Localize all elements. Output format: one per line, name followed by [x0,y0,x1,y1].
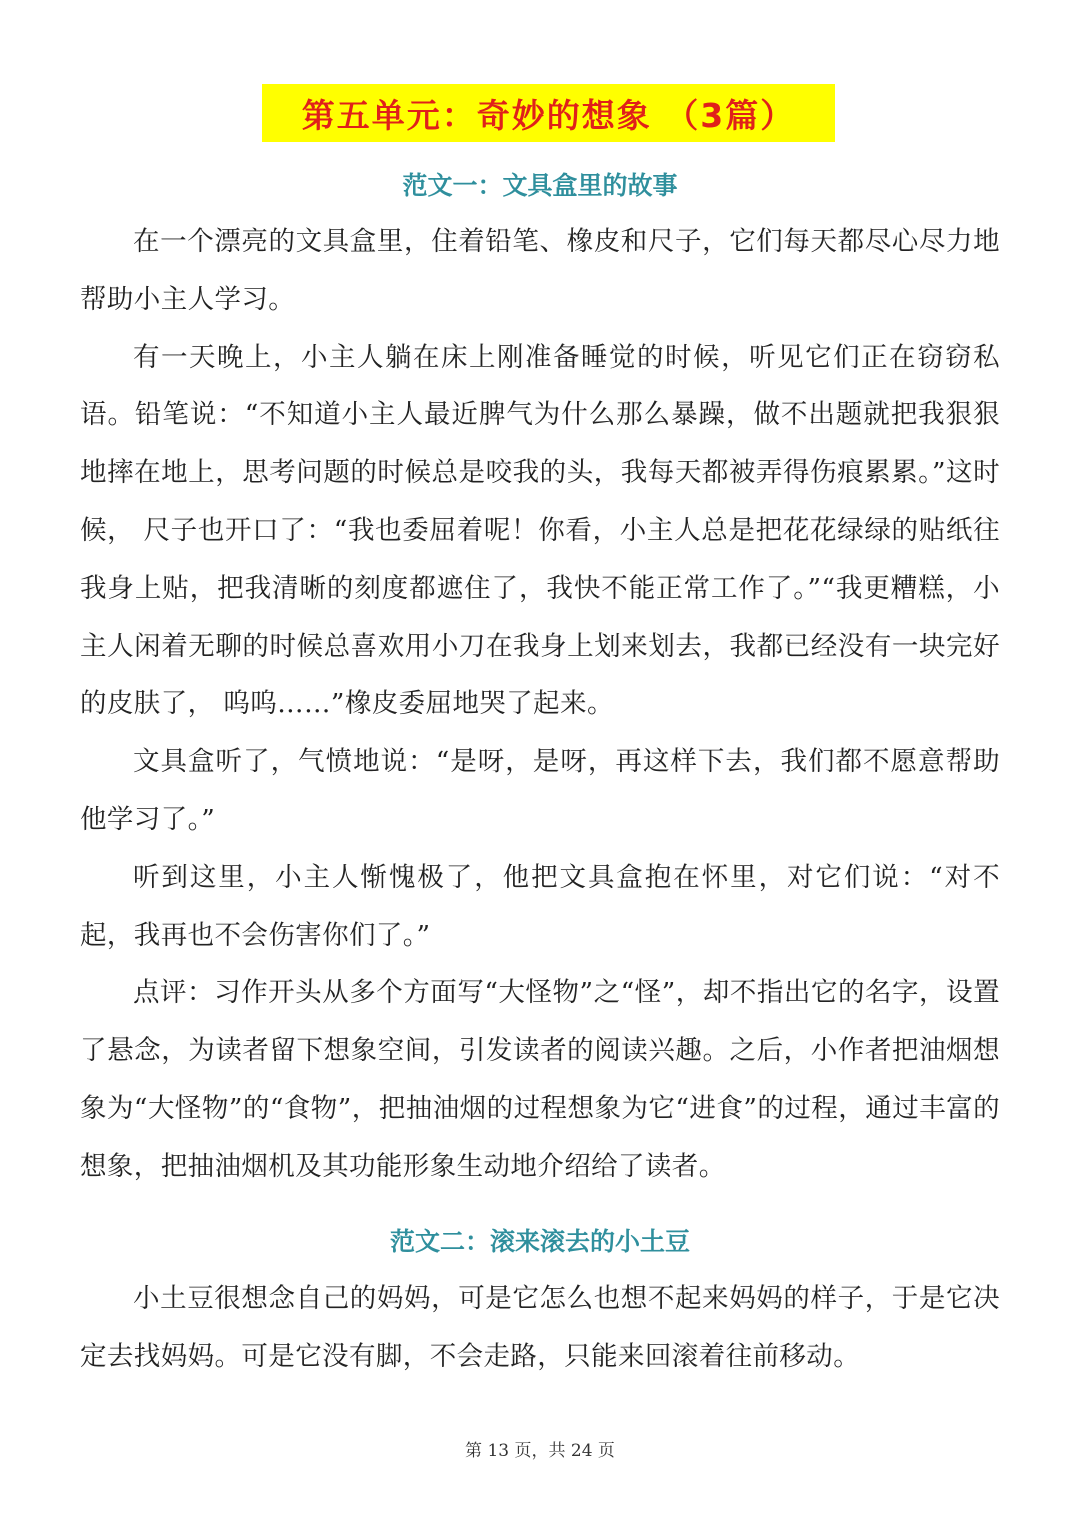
essay-body [80,213,1000,1196]
page-footer: 第 13 页，共 24 页 [465,1441,615,1461]
essay-title: 范文二：滚来滚去的小土豆 [389,1227,690,1256]
essay-body [80,1270,1000,1386]
unit-title-banner [262,84,835,142]
paragraph: 小土豆很想念自己的妈妈，可是它怎么也想不起来妈妈的样子，于是它决定去找妈妈。可是它没有脚，不会走路，只能来回滚着往前移动。 [80,1283,1000,1372]
paragraph: 有一天晚上，小主人躺在床上刚准备睡觉的时候，听见它们正在窃窃私语。铅笔说：“不知道小主人最近脾气为什么那么暴躁，做不出题就把我狠狠地摔在地上，思考问题的时候总是咬我的头，我每天都被弄得伤痕累累。”这时候， 尺子也开口了：“我也委屈着呢！你看，小主人总是把花花绿绿的贴纸往我身上贴，把我清晰的刻度都遮住了，我快不能正常工作了。”“我更糟糕，小主人闲着无聊的时候总喜欢用小刀在我身上划来划去，我都已经没有一块完好的皮肤了， 呜呜……”橡皮委屈地哭了起来。 [80,341,1000,720]
commentary-paragraph: 点评：习作开头从多个方面写“大怪物”之“怪”，却不指出它的名字，设置了悬念，为读者留下想象空间，引发读者的阅读兴趣。之后，小作者把油烟想象为“大怪物”的“食物”，把抽油烟的过程想象为它“进食”的过程，通过丰富的想象，把抽油烟机及其功能形象生动地介绍给了读者。 [80,977,1000,1182]
essay-title: 范文一：文具盒里的故事 [402,171,678,200]
paragraph: 文具盒听了，气愤地说：“是呀，是呀，再这样下去，我们都不愿意帮助他学习了。” [80,746,1000,835]
paragraph: 在一个漂亮的文具盒里，住着铅笔、橡皮和尺子，它们每天都尽心尽力地帮助小主人学习。 [80,226,1000,315]
paragraph: 听到这里，小主人惭愧极了，他把文具盒抱在怀里，对它们说：“对不起，我再也不会伤害你们了。” [80,861,1000,951]
unit-title: 第五单元：奇妙的想象 （3篇） [301,95,796,135]
